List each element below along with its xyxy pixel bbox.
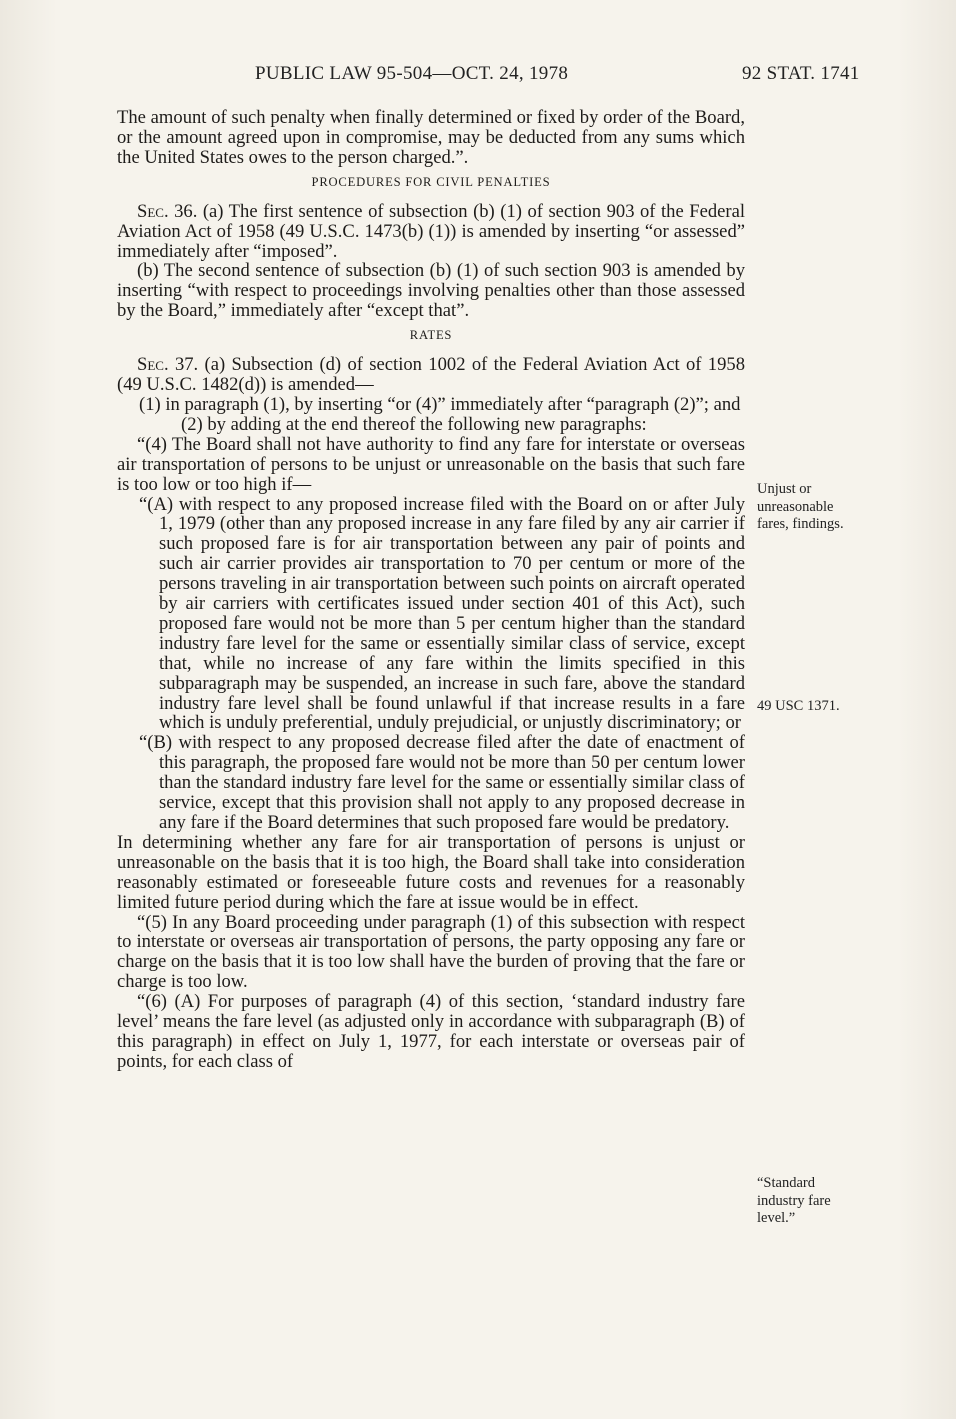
running-head: PUBLIC LAW 95-504—OCT. 24, 1978	[255, 63, 569, 84]
sec36-a-paragraph	[117, 202, 745, 262]
body-text	[117, 108, 745, 1072]
list-item-1: (1) in paragraph (1), by inserting “or (4)” immediately after “paragraph (2)”; and	[139, 393, 741, 415]
sec37-a-text: (a) Subsection (d) of section 1002 of the Federal Aviation Act of 1958 (49 U.S.C. 1482(d)) is amended—	[117, 354, 745, 396]
sec37-label: Sec. 37.	[137, 354, 199, 376]
paragraph-4A: “(A) with respect to any proposed increase filed with the Board on or after July 1, 1979 (other than any proposed increase in any fare filed by any air carrier if such proposed fare is for air transportation between any pair of points and such air carrier provides air transportation to 70 per centum or more of the persons traveling in air transportation between such points on aircraft operated by air carriers with certificates issued under section 401 of this Act), such proposed fare would not be more than 5 per centum higher than the standard industry fare level for the same or essentially similar class of service, except that, while no increase of any fare within the limits specified in this subparagraph may be suspended, an increase in such fare, above the standard industry fare level shall be found unlawful if that increase results in a fare which is unduly preferential, unduly prejudicial, or unjustly discriminatory; or	[139, 493, 745, 734]
paragraph-6: “(6) (A) For purposes of paragraph (4) of this section, ‘standard industry fare level’ means the fare level (as adjusted only in accordance with subparagraph (B) of this paragraph) in effect on July 1, 1977, for each interstate or overseas pair of points, for each class of	[117, 991, 745, 1072]
statute-page-number: 92 STAT. 1741	[742, 63, 860, 84]
sec36-label: Sec. 36.	[137, 200, 198, 222]
penalty-paragraph: The amount of such penalty when finally determined or fixed by order of the Board, or the amount agreed upon in compromise, may be deducted from any sums which the United States owes to the person charged.”.	[117, 107, 745, 168]
paragraph-determining: In determining whether any fare for air transportation of persons is unjust or unreasonable on the basis that it is too high, the Board shall take into consideration reasonably estimated or foreseeable future costs and revenues for a reasonably limited future period during which the fare at issue would be in effect.	[117, 831, 745, 913]
sec36-a-text: (a) The first sentence of subsection (b) (1) of section 903 of the Federal Aviation Act of 1958 (49 U.S.C. 1473(b) (1)) is amended by inserting “or assessed” immediately after “imposed”.	[117, 200, 745, 262]
list-item-2: (2) by adding at the end thereof the following new paragraphs:	[181, 413, 647, 435]
paragraph-5: “(5) In any Board proceeding under paragraph (1) of this subsection with respect to interstate or overseas air transportation of persons, the party opposing any fare or charge on the basis that it is too low shall have the burden of proving that the fare or charge is too low.	[117, 911, 745, 993]
paragraph-4B: “(B) with respect to any proposed decrease filed after the date of enactment of this paragraph, the proposed fare would not be more than 50 per centum lower than the standard industry fare level for the same or essentially similar class of service, except that this provision shall not apply to any proposed decrease in any fare if the Board determines that such proposed fare would be predatory.	[139, 732, 745, 833]
section-heading-procedures: PROCEDURES FOR CIVIL PENALTIES	[311, 174, 551, 189]
margin-note-standard-fare-level: “Standard industry fare level.”	[757, 1175, 831, 1226]
paragraph-4: “(4) The Board shall not have authority to find any fare for interstate or overseas air transportation of persons to be unjust or unreasonable on the basis that such fare is too low or too high if—	[117, 433, 745, 495]
sec36-b-paragraph: (b) The second sentence of subsection (b) (1) of such section 903 is amended by inserting “with respect to proceedings involving penalties other than those assessed by the Board,” immediately after “except that”.	[117, 260, 745, 322]
margin-note-unjust-fares: Unjust or unreasonable fares, findings.	[757, 481, 844, 532]
sec37-a-paragraph	[117, 355, 745, 395]
margin-note-usc-citation: 49 USC 1371.	[757, 698, 840, 714]
section-heading-rates: RATES	[409, 328, 453, 343]
